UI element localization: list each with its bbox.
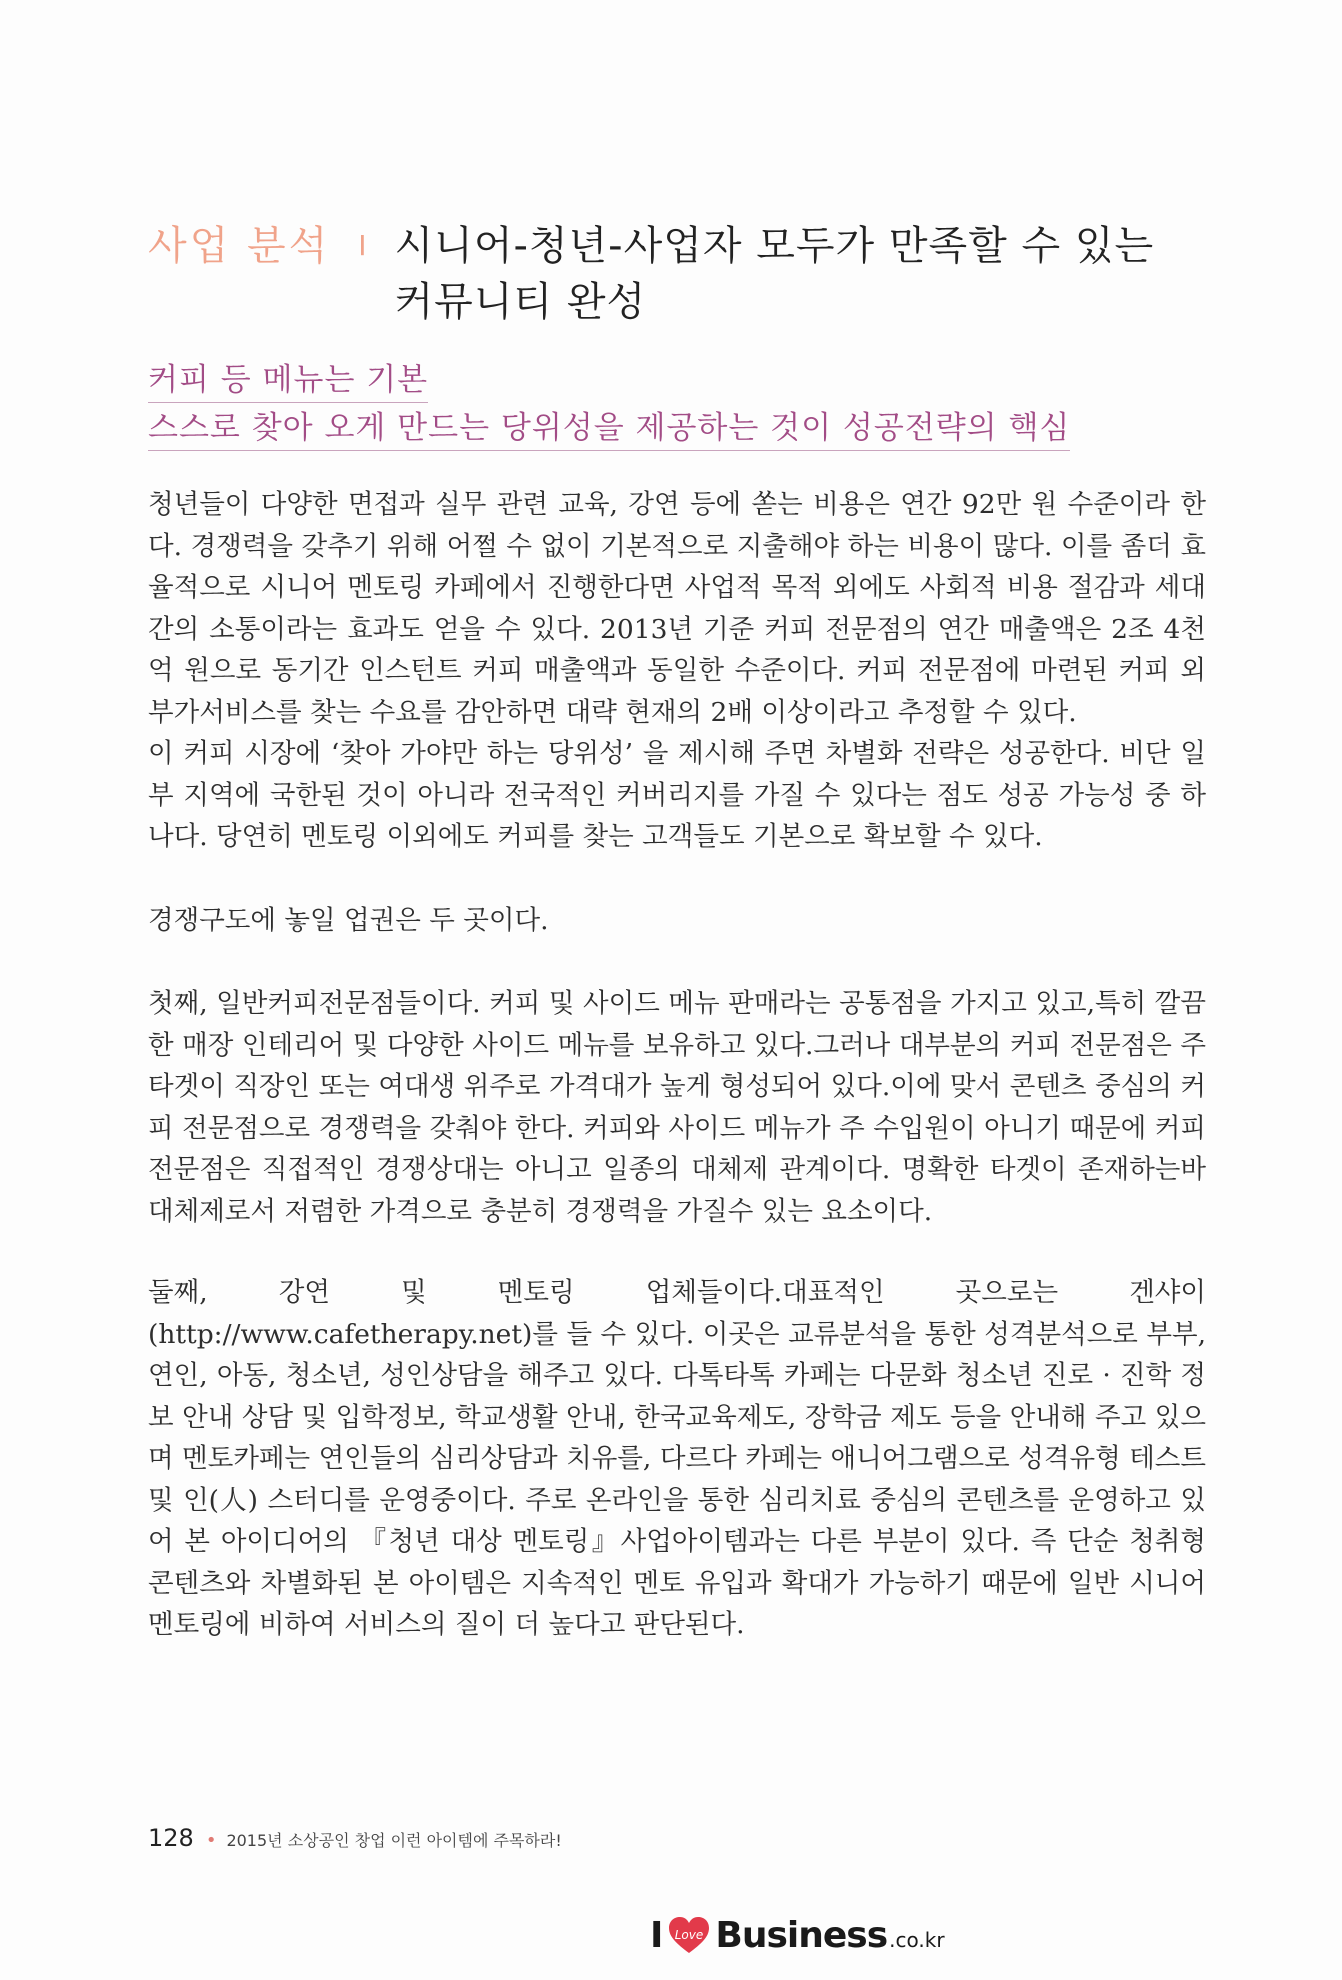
logo-heart-text: Love [675,1928,704,1942]
article-title [395,218,1155,330]
paragraph-2: 이 커피 시장에 ‘찾아 가야만 하는 당위성’ 을 제시해 주면 차별화 전략은 성공한다. 비단 일부 지역에 국한된 것이 아니라 전국적인 커버리지를 가질 수 있다는 점도 성공 가능성 중 하나다. 당연히 멘토링 이외에도 커피를 찾는 고객들도 기본으로 확보할 수 있다. [148,738,1206,852]
paragraph-5: 둘째, 강연 및 멘토링 업체들이다.대표적인 곳으로는 겐샤이(http://www.cafetherapy.net)를 들 수 있다. 이곳은 교류분석을 통한 성격분석으로 부부, 연인, 아동, 청소년, 성인상담을 해주고 있다. 다톡타톡 카페는 다문화 청소년 진로 · 진학 정보 안내 상담 및 입학정보, 학교생활 안내, 한국교육제도, 장학금 제도 등을 안내해 주고 있으며 멘토카페는 연인들의 심리상담과 치유를, 다르다 카페는 애니어그램으로 성격유형 테스트 및 인(人) 스터디를 운영중이다. 주로 온라인을 통한 심리치료 중심의 콘텐츠를 운영하고 있어 본 아이디어의 『청년 대상 멘토링』사업아이템과는 다른 부분이 있다. 즉 단순 청취형 콘텐츠와 차별화된 본 아이템은 지속적인 멘토 유입과 확대가 가능하기 때문에 일반 시니어 멘토링에 비하여 서비스의 질이 더 높다고 판단된다. [148,1277,1206,1640]
article-header [148,218,1208,330]
logo-domain: .co.kr [889,1928,945,1952]
subhead-line-2: 스스로 찾아 오게 만드는 당위성을 제공하는 것이 성공전략의 핵심 [148,406,1070,451]
title-line-2: 커뮤니티 완성 [394,279,647,325]
brand-logo [650,1910,945,1960]
paragraph-4: 첫째, 일반커피전문점들이다. 커피 및 사이드 메뉴 판매라는 공통점을 가지고 있고,특히 깔끔한 매장 인테리어 및 다양한 사이드 메뉴를 보유하고 있다.그러나 대부분의 커피 전문점은 주 타겟이 직장인 또는 여대생 위주로 가격대가 높게 형성되어 있다.이에 맞서 콘텐츠 중심의 커피 전문점으로 경쟁력을 갖춰야 한다. 커피와 사이드 메뉴가 주 수입원이 아니기 때문에 커피 전문점은 직접적인 경쟁상대는 아니고 일종의 대체제 관계이다. 명확한 타겟이 존재하는바 대체제로서 저렴한 가격으로 충분히 경쟁력을 가질수 있는 요소이다. [148,988,1206,1227]
heart-icon [667,1915,711,1955]
sub-headline [148,358,1208,454]
paragraph-1: 청년들이 다양한 면접과 실무 관련 교육, 강연 등에 쏟는 비용은 연간 92만 원 수준이라 한다. 경쟁력을 갖추기 위해 어쩔 수 없이 기본적으로 지출해야 하는 비용이 많다. 이를 좀더 효율적으로 시니어 멘토링 카페에서 진행한다면 사업적 목적 외에도 사회적 비용 절감과 세대간의 소통이라는 효과도 얻을 수 있다. 2013년 기준 커피 전문점의 연간 매출액은 2조 4천억 원으로 동기간 인스턴트 커피 매출액과 동일한 수준이다. 커피 전문점에 마련된 커피 외 부가서비스를 찾는 수요를 감안하면 대략 현재의 2배 이상이라고 추정할 수 있다. [148,489,1206,728]
page-number: 128 [148,1824,194,1852]
section-label: 사업 분석 [148,223,331,269]
logo-brand: Business [715,1914,888,1956]
publication-title: 2015년 소상공인 창업 이런 아이템에 주목하라! [226,1831,562,1850]
subhead-line-1: 커피 등 메뉴는 기본 [148,358,428,403]
logo-prefix: I [650,1914,664,1956]
paragraph-3: 경쟁구도에 놓일 업권은 두 곳이다. [148,904,549,936]
header-separator: I [358,229,367,262]
article-body [148,484,1206,1646]
bullet-icon: • [205,1830,217,1851]
title-line-1: 시니어-청년-사업자 모두가 만족할 수 있는 [394,223,1155,269]
page-footer [148,1824,562,1852]
